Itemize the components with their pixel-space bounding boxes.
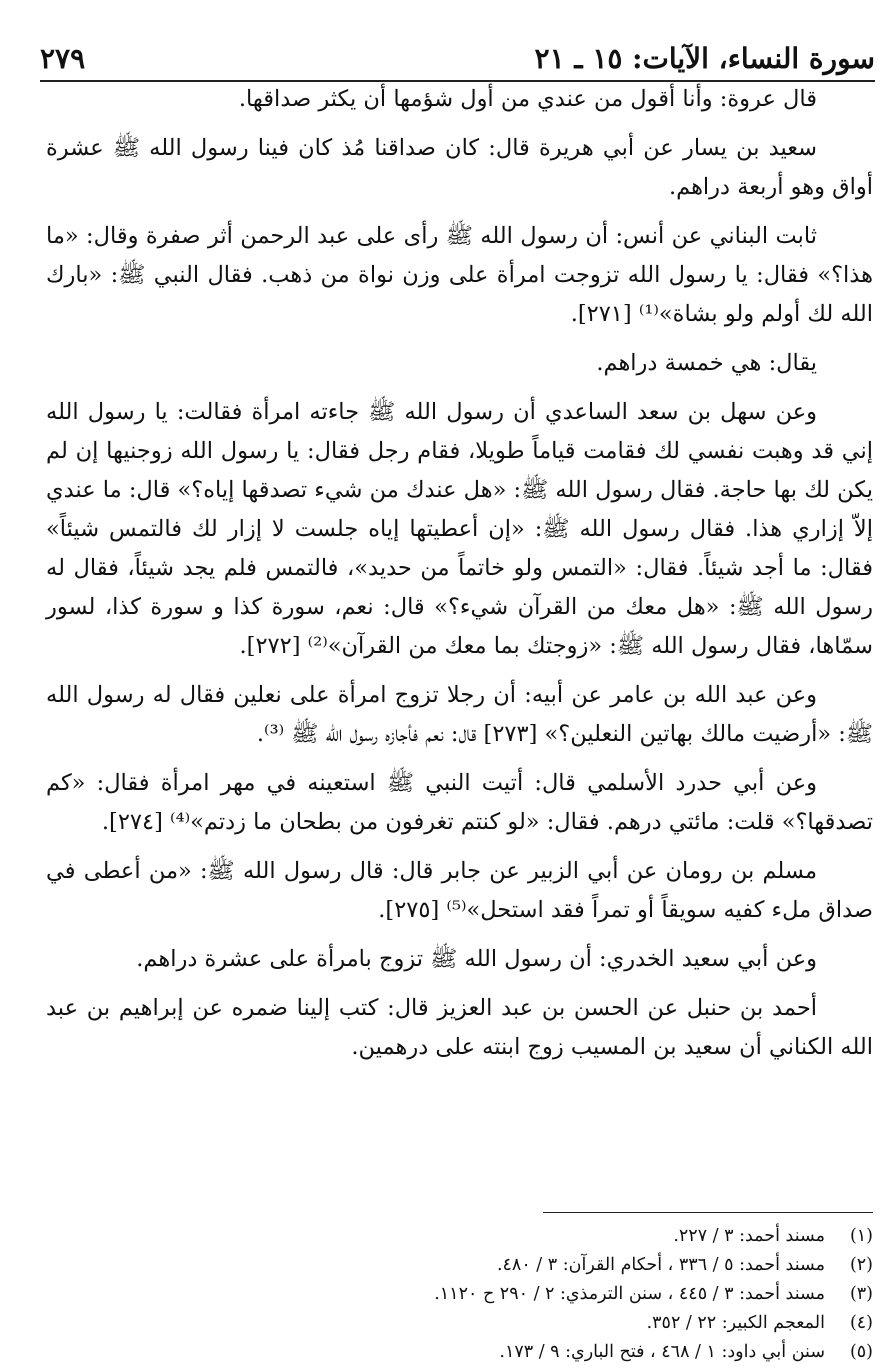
paragraph: ثابت البناني عن أنس: أن رسول الله ﷺ رأى على عبد الرحمن أثر صفرة وقال: «ما هذا؟» فقال: يا رسول الله تزوجت امرأة على وزن نواة من ذهب. فقال النبي ﷺ: «بارك الله لك أولم ولو بشاة»⁽¹⁾ [٢٧١].	[46, 223, 873, 327]
paragraph: مسلم بن رومان عن أبي الزبير عن جابر قال: قال رسول الله ﷺ: «من أعطى في صداق ملء كفيه سويقاً أو تمراً فقد استحل»⁽⁵⁾ [٢٧٥].	[46, 858, 873, 923]
paragraph: وعن أبي حدرد الأسلمي قال: أتيت النبي ﷺ استعينه في مهر امرأة فقال: «كم تصدقها؟» قلت: مائتي درهم. فقال: «لو كنتم تغرفون من بطحان ما زدتم»⁽⁴⁾ [٢٧٤].	[46, 770, 873, 835]
footnote-text: مسند أحمد: ٣ / ٤٤٥ ، سنن الترمذي: ٢ / ٢٩٠ ح ١١٢٠.	[434, 1284, 825, 1304]
footnote	[40, 1222, 873, 1251]
footnote-number: (٤)	[849, 1313, 873, 1333]
paragraph: قال عروة: وأنا أقول من عندي من أول شؤمها أن يكثر صداقها.	[238, 86, 817, 112]
footnote-number: (٥)	[849, 1342, 873, 1362]
page-number: ٢٧٩	[40, 42, 86, 75]
running-title: سورة النساء، الآيات: ١٥ ـ ٢١	[534, 42, 875, 75]
footnote	[40, 1338, 873, 1367]
footnote	[40, 1251, 873, 1280]
footnote-text: سنن أبي داود: ١ / ٤٦٨ ، فتح الباري: ٩ / ١٧٣.	[499, 1342, 825, 1362]
footnote-divider	[543, 1212, 873, 1213]
main-text	[46, 80, 873, 1077]
footnote	[40, 1280, 873, 1309]
footnote-text: مسند أحمد: ٥ / ٣٣٦ ، أحكام القرآن: ٣ / ٤٨٠.	[496, 1255, 825, 1275]
footnote	[40, 1309, 873, 1338]
footnote-text: المعجم الكبير: ٢٢ / ٣٥٢.	[646, 1313, 825, 1333]
footnote-number: (٢)	[849, 1255, 873, 1275]
footnote-number: (١)	[849, 1226, 873, 1246]
paragraph: أحمد بن حنبل عن الحسن بن عبد العزيز قال: كتب إلينا ضمره عن إبراهيم بن عبد الله الكناني أن سعيد بن المسيب زوج ابنته على درهمين.	[46, 995, 873, 1060]
footnotes	[40, 1222, 873, 1367]
paragraph: وعن أبي سعيد الخدري: أن رسول الله ﷺ تزوج بامرأة على عشرة دراهم.	[136, 946, 817, 972]
footnote-number: (٣)	[849, 1284, 873, 1304]
paragraph: وعن عبد الله بن عامر عن أبيه: أن رجلا تزوج امرأة على نعلين فقال له رسول الله ﷺ: «أرضيت مالك بهاتين النعلين؟» [٢٧٣] قال: نعم فأجازه رسول الله ﷺ ⁽³⁾.	[46, 682, 873, 747]
paragraph: يقال: هي خمسة دراهم.	[596, 350, 817, 376]
page-header	[40, 38, 875, 82]
paragraph: سعيد بن يسار عن أبي هريرة قال: كان صداقنا مُذ كان فينا رسول الله ﷺ عشرة أواق وهو أربعة دراهم.	[46, 135, 873, 200]
paragraph: وعن سهل بن سعد الساعدي أن رسول الله ﷺ جاءته امرأة فقالت: يا رسول الله إني قد وهبت نفسي لك فقامت قياماً طويلا، فقام رجل فقال: يا رسول الله زوجنيها إن لم يكن لك بها حاجة. فقال رسول الله ﷺ: «هل عندك من شيء تصدقها إياه؟» قال: ما عندي إلاّ إزاري هذا. فقال رسول الله ﷺ: «إن أعطيتها إياه جلست لا إزار لك فالتمس شيئاً» فقال: ما أجد شيئاً. فقال: «التمس ولو خاتماً من حديد»، فالتمس فلم يجد شيئاً، فقال له رسول الله ﷺ: «هل معك من القرآن شيء؟» قال: نعم، سورة كذا و سورة كذا، لسور سمّاها، فقال رسول الله ﷺ: «زوجتك بما معك من القرآن»⁽²⁾ [٢٧٢].	[46, 399, 873, 659]
footnote-text: مسند أحمد: ٣ / ٢٢٧.	[673, 1226, 825, 1246]
